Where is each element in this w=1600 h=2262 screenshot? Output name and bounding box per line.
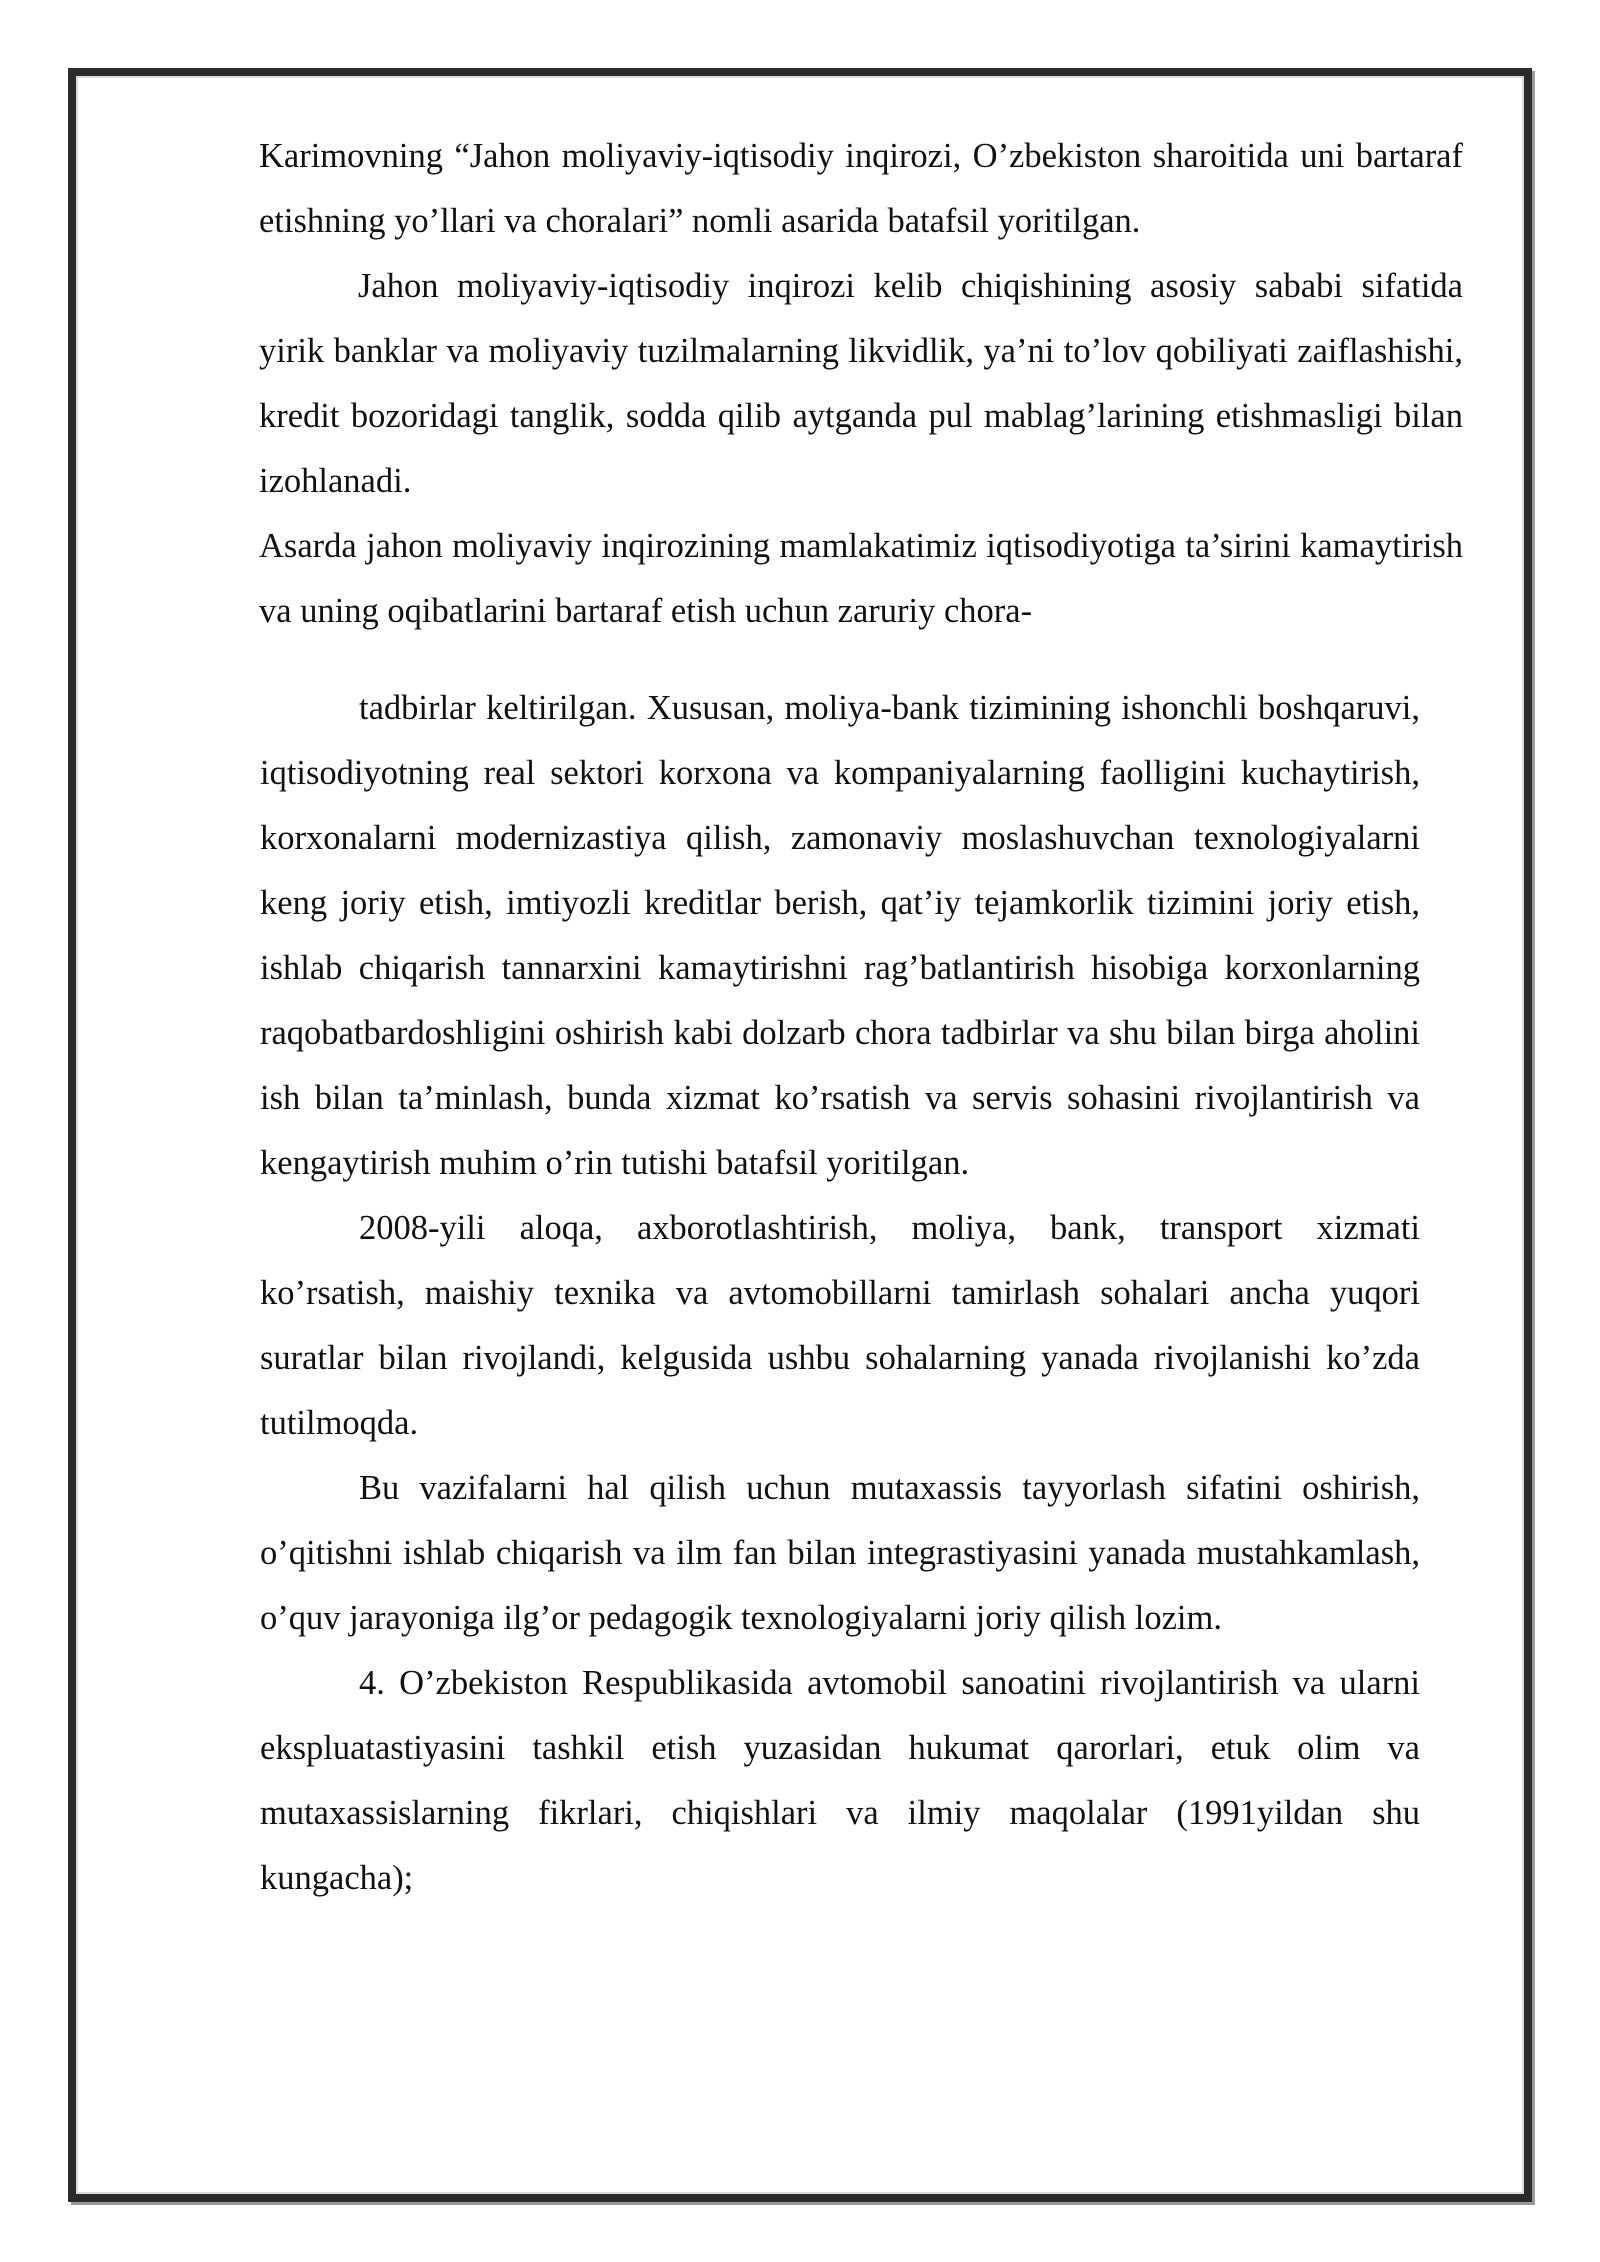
paragraph: Bu vazifalarni hal qilish uchun mutaxassis tayyorlash sifatini oshirish, o’qitishni ishlab chiqarish va ilm fan bilan integrastiyasini yanada mustahkamlash, o’quv jarayoniga ilg’or pedagogik texnologiyalarni joriy qilish lozim.: [260, 1469, 1420, 1637]
paragraph: Jahon moliyaviy-iqtisodiy inqirozi kelib chiqishining asosiy sababi sifatida yirik banklar va moliyaviy tuzilmalarning likvidlik, ya’ni to’lov qobiliyati zaiflashishi, kredit bozoridagi tanglik, sodda qilib aytganda pul mablag’larining etishmasligi bilan izohlanadi.: [259, 267, 1463, 500]
text-block-lower: [260, 676, 1420, 1911]
paragraph: tadbirlar keltirilgan. Xususan, moliya-bank tizimining ishonchli boshqaruvi, iqtisodiyotning real sektori korxona va kompaniyalarning faolligini kuchaytirish, korxonalarni modernizastiya qilish, zamonaviy moslashuvchan texnologiyalarni keng joriy etish, imtiyozli kreditlar berish, qat’iy tejamkorlik tizimini joriy etish, ishlab chiqarish tannarxini kamaytirishni rag’batlantirish hisobiga korxonlarning raqobatbardoshligini oshirish kabi dolzarb chora tadbirlar va shu bilan birga aholini ish bilan ta’minlash, bunda xizmat ko’rsatish va servis sohasini rivojlantirish va kengaytirish muhim o’rin tutishi batafsil yoritilgan.: [260, 689, 1420, 1182]
paragraph: 2008-yili aloqa, axborotlashtirish, moliya, bank, transport xizmati ko’rsatish, maishiy texnika va avtomobillarni tamirlash sohalari ancha yuqori suratlar bilan rivojlandi, kelgusida ushbu sohalarning yanada rivojlanishi ko’zda tutilmoqda.: [260, 1209, 1420, 1442]
paragraph: 4. O’zbekiston Respublikasida avtomobil sanoatini rivojlantirish va ularni ekspluatastiyasini tashkil etish yuzasidan hukumat qarorlari, etuk olim va mutaxassislarning fikrlari, chiqishlari va ilmiy maqolalar (1991yildan shu kungacha);: [260, 1664, 1420, 1897]
paragraph: Asarda jahon moliyaviy inqirozining mamlakatimiz iqtisodiyotiga ta’sirini kamaytirish va uning oqibatlarini bartaraf etish uchun zaruriy chora-: [259, 527, 1463, 630]
text-block-upper: [259, 124, 1463, 644]
paragraph: Karimovning “Jahon moliyaviy-iqtisodiy inqirozi, O’zbekiston sharoitida uni bartaraf etishning yo’llari va choralari” nomli asarida batafsil yoritilgan.: [259, 137, 1463, 240]
